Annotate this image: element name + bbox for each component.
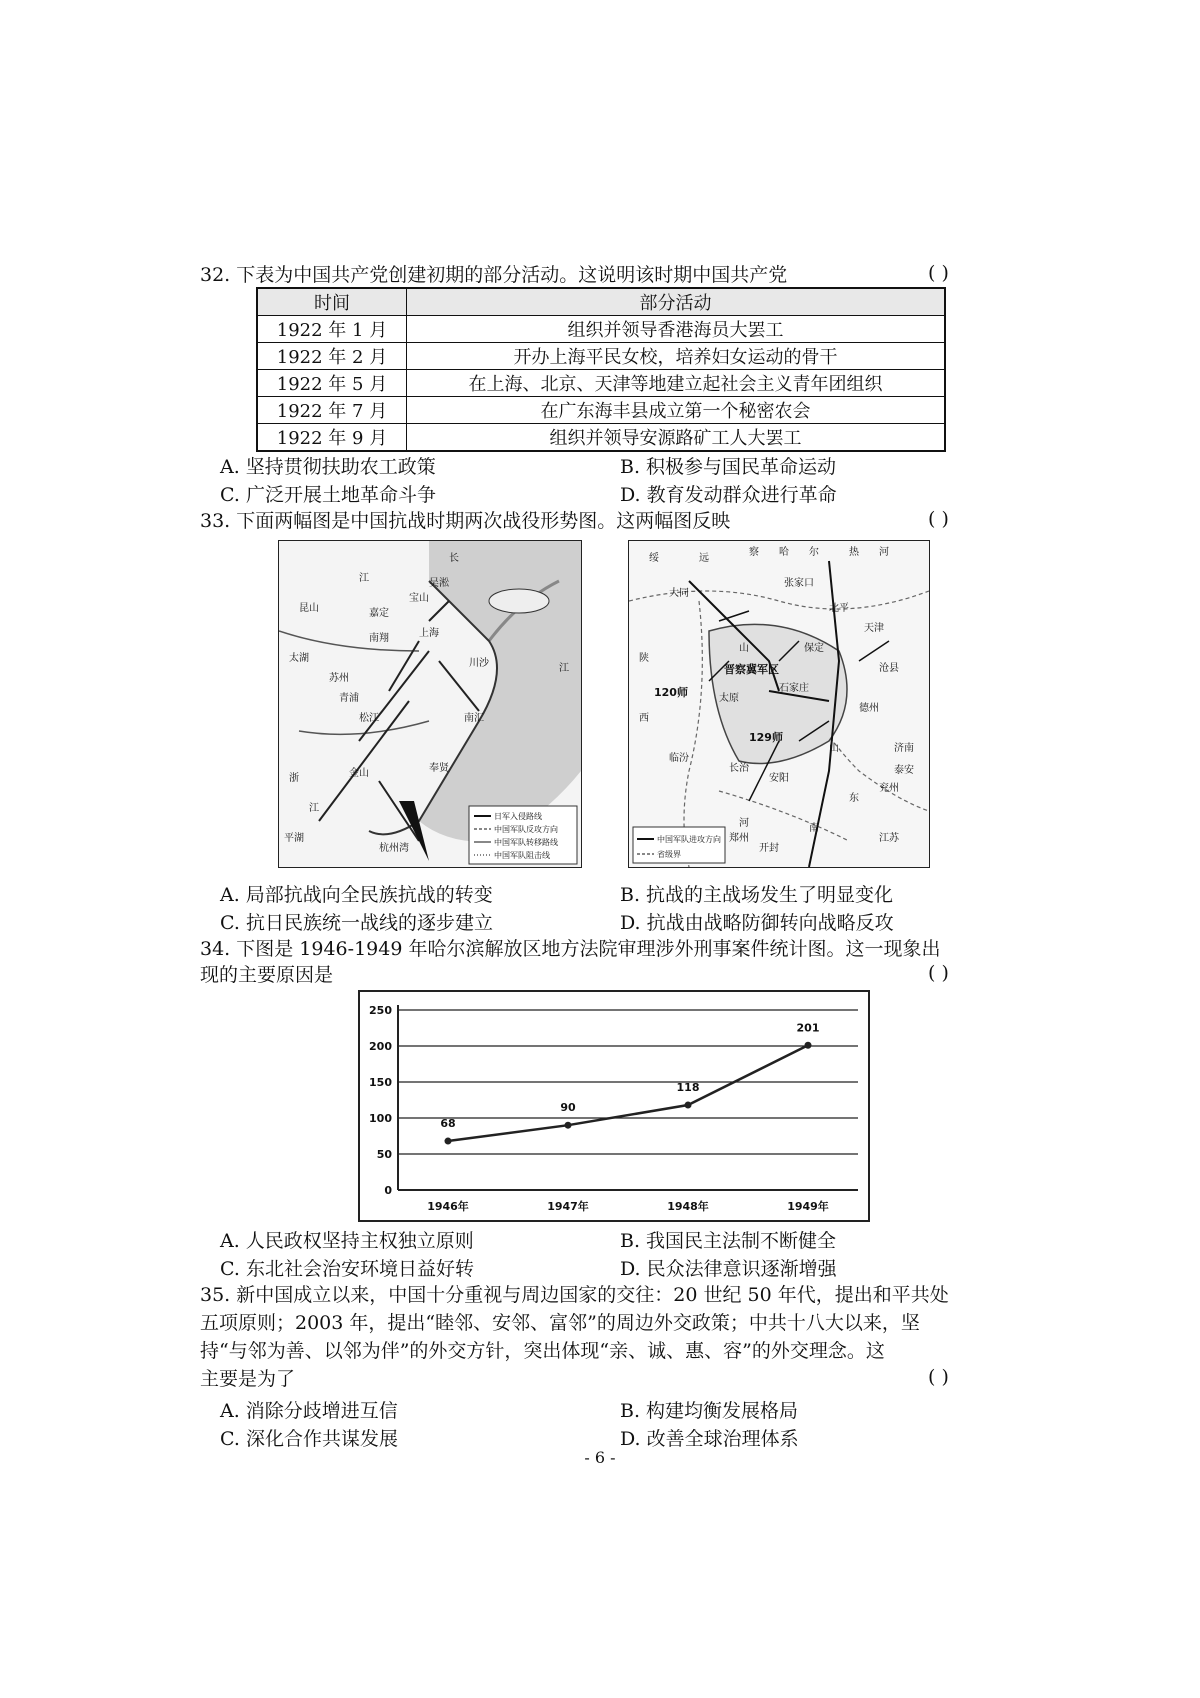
map2-label: 临汾 <box>669 753 689 764</box>
table-cell-time: 1922 年 5 月 <box>257 370 407 397</box>
q33-answer-paren: ( ) <box>928 508 949 530</box>
q32-option-b[interactable]: B. 积极参与国民革命运动 <box>620 456 837 478</box>
map1-label: 南翔 <box>369 633 389 644</box>
map1-legend-item: 中国军队转移路线 <box>494 838 558 847</box>
q32-option-d[interactable]: D. 教育发动群众进行革命 <box>620 484 837 506</box>
q35-stem-line1: 35. 新中国成立以来，中国十分重视与周边国家的交往：20 世纪 50 年代，提出和平共处 <box>200 1284 949 1306</box>
q35-option-c[interactable]: C. 深化合作共谋发展 <box>220 1428 398 1450</box>
q34-option-a[interactable]: A. 人民政权坚持主权独立原则 <box>220 1230 474 1252</box>
q35-answer-paren: ( ) <box>928 1366 949 1388</box>
map2-label: 安阳 <box>769 773 789 784</box>
q33-option-c[interactable]: C. 抗日民族统一战线的逐步建立 <box>220 912 493 934</box>
map2-label: 尔 <box>809 547 819 558</box>
map1-label: 江 <box>309 803 319 814</box>
map2-label: 绥 <box>649 553 659 564</box>
table-cell-activity: 在广东海丰县成立第一个秘密农会 <box>407 397 946 424</box>
map2-label: 晋察冀军区 <box>724 663 779 676</box>
map2-label: 太原 <box>719 693 739 704</box>
data-point <box>685 1102 692 1109</box>
q35-stem-line3: 持“与邻为善、以邻为伴”的外交方针，突出体现“亲、诚、惠、容”的外交理念。这 <box>200 1340 885 1362</box>
map2-legend-item: 省级界 <box>657 850 681 859</box>
map2-label: 热 <box>849 547 859 558</box>
map2-label: 西 <box>639 713 649 724</box>
map2-label: 陕 <box>639 653 649 664</box>
table-header-row <box>257 288 945 316</box>
line-chart <box>358 990 870 1222</box>
map2-label: 河 <box>739 818 749 829</box>
map1-label: 上海 <box>419 628 439 639</box>
data-point <box>445 1138 452 1145</box>
map2-label: 河 <box>879 547 889 558</box>
map2-label: 保定 <box>804 643 824 654</box>
table-header-activity: 部分活动 <box>407 288 946 316</box>
q33-stem: 33. 下面两幅图是中国抗战时期两次战役形势图。这两幅图反映 <box>200 510 731 532</box>
table-row <box>257 316 945 343</box>
data-label: 201 <box>796 1021 820 1035</box>
map1-label: 江 <box>559 663 569 674</box>
map1-label: 昆山 <box>299 603 319 614</box>
table-row <box>257 343 945 370</box>
map2-label: 远 <box>699 553 709 564</box>
y-tick-label: 250 <box>369 1004 392 1017</box>
q35-stem-line2: 五项原则；2003 年，提出“睦邻、安邻、富邻”的周边外交政策；中共十八大以来，坚 <box>200 1312 920 1334</box>
x-tick-label: 1946年 <box>427 1200 469 1213</box>
map2-label: 南 <box>809 823 819 834</box>
map2-label: 张家口 <box>784 578 814 589</box>
map1-label: 嘉定 <box>369 608 389 619</box>
map2-label: 120师 <box>654 686 688 699</box>
table-cell-activity: 在上海、北京、天津等地建立起社会主义青年团组织 <box>407 370 946 397</box>
data-label: 68 <box>440 1117 456 1131</box>
map2-label: 129师 <box>749 731 783 744</box>
page-number: - 6 - <box>584 1448 616 1467</box>
table-cell-activity: 开办上海平民女校，培养妇女运动的骨干 <box>407 343 946 370</box>
map2-legend-item: 中国军队进攻方向 <box>657 835 721 844</box>
map1-legend-item: 日军入侵路线 <box>494 812 542 821</box>
map2-label: 山 <box>739 643 749 654</box>
map2-label: 石家庄 <box>779 683 809 694</box>
map1-label: 吴淞 <box>429 578 449 589</box>
data-label: 90 <box>560 1101 576 1115</box>
map2-label: 泰安 <box>894 765 914 776</box>
data-point <box>565 1122 572 1129</box>
map2-label: 济南 <box>894 743 914 754</box>
data-label: 118 <box>676 1081 700 1095</box>
q34-stem-line1: 34. 下图是 1946-1949 年哈尔滨解放区地方法院审理涉外刑事案件统计图。这一现象出 <box>200 938 941 960</box>
map1-legend-item: 中国军队阻击线 <box>494 851 550 860</box>
map2-label: 察 <box>749 547 759 558</box>
table-cell-activity: 组织并领导香港海员大罢工 <box>407 316 946 343</box>
data-point <box>805 1042 812 1049</box>
q35-option-b[interactable]: B. 构建均衡发展格局 <box>620 1400 799 1422</box>
map2-label: 沧县 <box>879 663 899 674</box>
table-cell-time: 1922 年 7 月 <box>257 397 407 424</box>
battle-map-north-china <box>628 540 930 868</box>
y-tick-label: 100 <box>369 1112 392 1125</box>
map1-label: 奉贤 <box>429 763 449 774</box>
map2-label: 山 <box>829 743 839 754</box>
map1-label: 宝山 <box>409 593 429 604</box>
q35-stem-line4: 主要是为了 <box>200 1368 296 1390</box>
map1-label: 青浦 <box>339 693 359 704</box>
map2-label: 北平 <box>829 603 849 614</box>
chart-frame <box>359 991 869 1221</box>
y-tick-label: 150 <box>369 1076 392 1089</box>
q32-option-a[interactable]: A. 坚持贯彻扶助农工政策 <box>220 456 436 478</box>
q33-option-b[interactable]: B. 抗战的主战场发生了明显变化 <box>620 884 894 906</box>
map1-label: 长 <box>449 553 459 564</box>
map2-label: 德州 <box>859 703 879 714</box>
q32-stem: 32. 下表为中国共产党创建初期的部分活动。这说明该时期中国共产党 <box>200 264 788 286</box>
table-cell-time: 1922 年 1 月 <box>257 316 407 343</box>
map2-label: 开封 <box>759 843 779 854</box>
map2-label: 大同 <box>669 588 689 599</box>
map1-label: 江 <box>359 573 369 584</box>
y-tick-label: 200 <box>369 1040 392 1053</box>
y-tick-label: 50 <box>376 1148 392 1161</box>
map1-label: 浙 <box>289 773 299 784</box>
q32-answer-paren: ( ) <box>928 262 949 284</box>
map1-label: 松江 <box>359 713 379 724</box>
q32-table <box>256 287 946 452</box>
x-tick-label: 1948年 <box>667 1200 709 1213</box>
map1-label: 南汇 <box>464 713 484 724</box>
q34-option-d[interactable]: D. 民众法律意识逐渐增强 <box>620 1258 837 1280</box>
map1-legend-item: 中国军队反攻方向 <box>494 825 558 834</box>
map1-label: 金山 <box>349 768 369 779</box>
q34-answer-paren: ( ) <box>928 962 949 984</box>
table-row <box>257 424 945 452</box>
q35-option-d[interactable]: D. 改善全球治理体系 <box>620 1428 799 1450</box>
map1-label: 川沙 <box>469 658 489 669</box>
q34-stem-line2: 现的主要原因是 <box>200 964 334 986</box>
map2-label: 江苏 <box>879 833 899 844</box>
q35-option-a[interactable]: A. 消除分歧增进互信 <box>220 1400 398 1422</box>
table-row <box>257 370 945 397</box>
map1-label: 平湖 <box>284 833 304 844</box>
q34-option-b[interactable]: B. 我国民主法制不断健全 <box>620 1230 837 1252</box>
map2-label: 长治 <box>729 763 749 774</box>
table-row <box>257 397 945 424</box>
table-header-time: 时间 <box>257 288 407 316</box>
q34-option-c[interactable]: C. 东北社会治安环境日益好转 <box>220 1258 474 1280</box>
table-cell-time: 1922 年 9 月 <box>257 424 407 452</box>
q33-option-a[interactable]: A. 局部抗战向全民族抗战的转变 <box>220 884 493 906</box>
map1-label: 苏州 <box>329 673 349 684</box>
x-tick-label: 1949年 <box>787 1200 829 1213</box>
table-cell-activity: 组织并领导安源路矿工人大罢工 <box>407 424 946 452</box>
q33-option-d[interactable]: D. 抗战由战略防御转向战略反攻 <box>620 912 894 934</box>
battle-map-shanghai <box>278 540 582 868</box>
map1-label: 太湖 <box>289 653 309 664</box>
map1-label: 杭州湾 <box>379 843 409 854</box>
map2-label: 兖州 <box>879 783 899 794</box>
map2-label: 哈 <box>779 547 789 558</box>
x-tick-label: 1947年 <box>547 1200 589 1213</box>
map2-label: 郑州 <box>729 833 749 844</box>
map2-label: 东 <box>849 793 859 804</box>
q32-option-c[interactable]: C. 广泛开展土地革命斗争 <box>220 484 436 506</box>
table-cell-time: 1922 年 2 月 <box>257 343 407 370</box>
y-tick-label: 0 <box>384 1184 392 1197</box>
map2-label: 天津 <box>864 623 884 634</box>
